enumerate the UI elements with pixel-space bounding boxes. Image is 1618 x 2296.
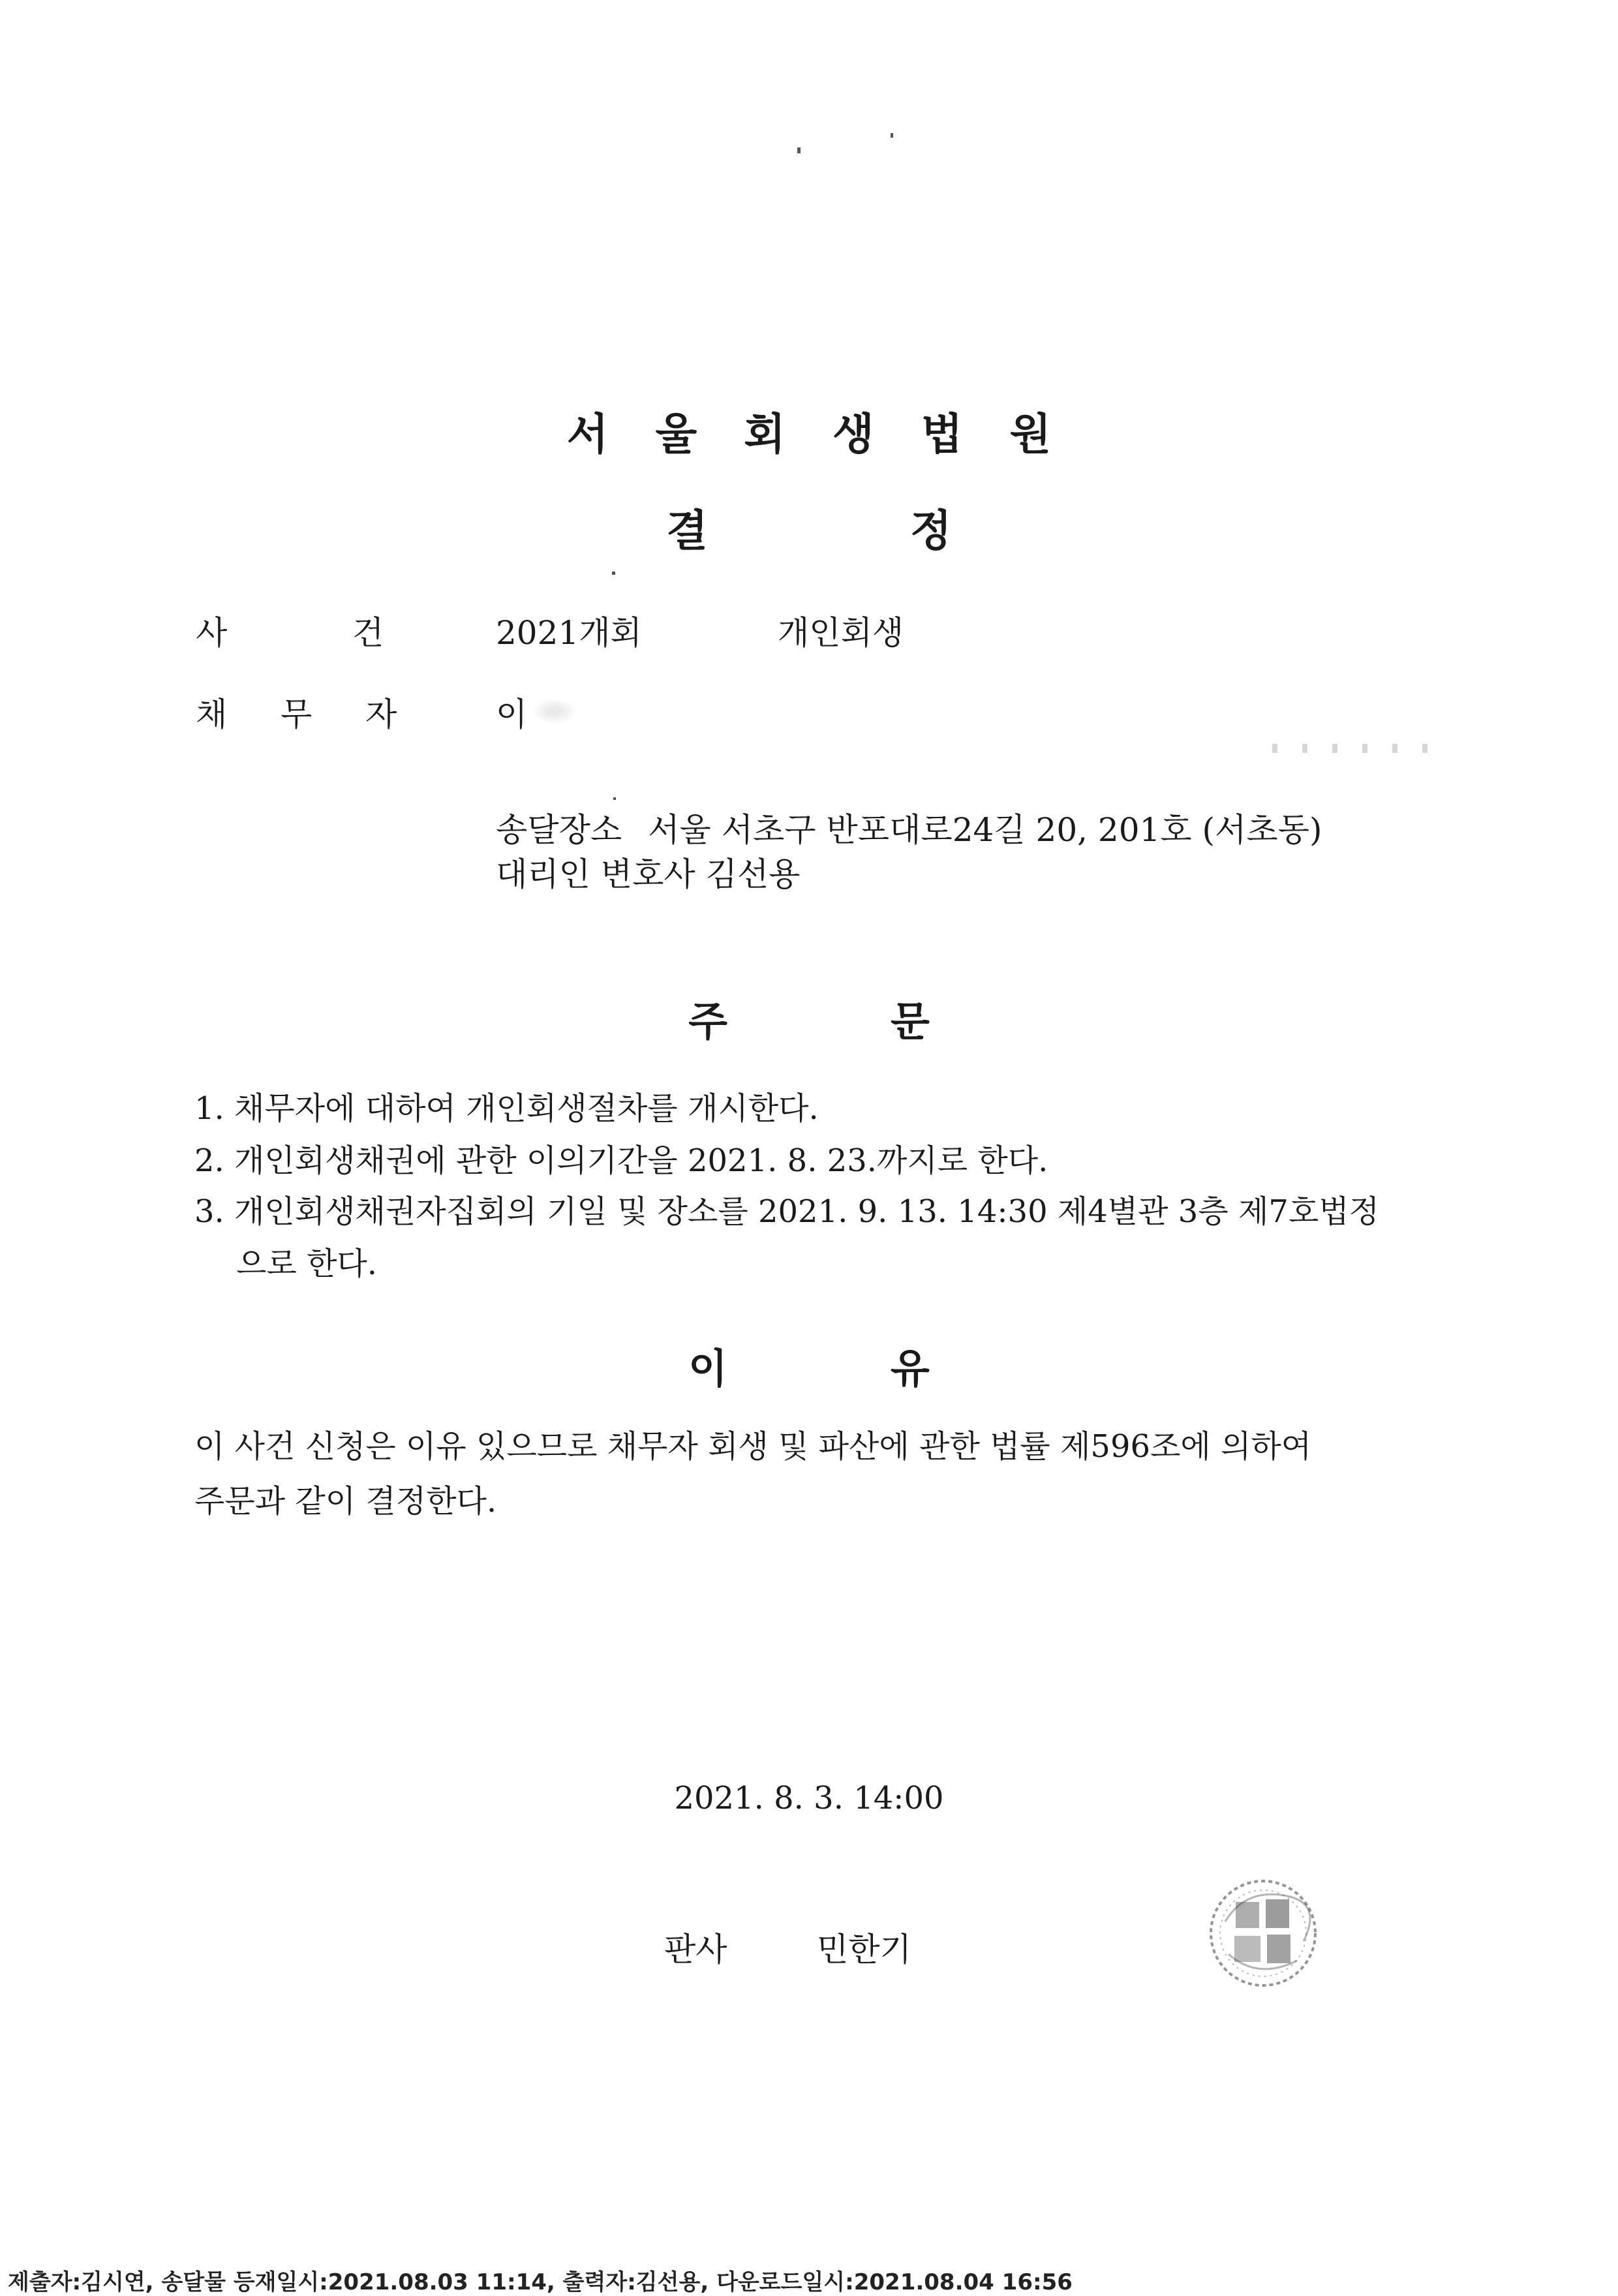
case-label-char: 건 [352, 614, 384, 652]
judge-title: 판사 [664, 1931, 727, 1968]
redaction-residue [1272, 744, 1429, 753]
debtor-label-char: 무 [281, 696, 313, 733]
reason-heading [0, 1336, 1618, 1394]
reason-text-line: 주문과 같이 결정한다. [194, 1483, 497, 1520]
debtor-label-char: 채 [196, 696, 228, 733]
order-heading-right: 문 [891, 998, 930, 1045]
order-heading-left: 주 [688, 998, 727, 1045]
order-item: 1. 채무자에 대하여 개인회생절차를 개시한다. [194, 1090, 819, 1127]
judge-name: 민한기 [817, 1931, 911, 1968]
document-title [0, 496, 1618, 558]
service-place-address: 서울 서초구 반포대로24길 20, 201호 (서초동) [648, 811, 1322, 849]
case-label-char: 사 [196, 614, 228, 652]
debtor-label [196, 688, 450, 735]
order-heading [0, 989, 1618, 1047]
order-item-continuation: 으로 한다. [236, 1246, 377, 1282]
order-item: 2. 개인회생채권에 관한 이의기간을 2021. 8. 23.까지로 한다. [194, 1142, 1048, 1179]
agent-line: 대리인 변호사 김선용 [496, 855, 801, 893]
document-title-left: 결 [666, 506, 708, 556]
scan-speck [612, 572, 615, 575]
redaction-residue [532, 698, 577, 724]
case-type: 개인회생 [778, 614, 904, 652]
case-number: 2021개회 [496, 614, 642, 652]
scan-speck [613, 797, 616, 800]
document-title-right: 정 [910, 506, 952, 556]
decision-date: 2021. 8. 3. 14:00 [674, 1780, 944, 1816]
order-item: 3. 개인회생채권자집회의 기일 및 장소를 2021. 9. 13. 14:30 제4별관 3층 제7호법정 [194, 1193, 1379, 1230]
scan-speck [891, 133, 893, 138]
scan-speck [797, 147, 801, 153]
judge-seal-stamp [1206, 1876, 1320, 1990]
debtor-label-char: 자 [365, 696, 397, 733]
court-name: 서울회생법원 [566, 409, 1099, 459]
reason-heading-left: 이 [688, 1345, 727, 1392]
reason-heading-right: 유 [891, 1345, 930, 1392]
service-place-label: 송달장소 [496, 811, 622, 849]
reason-text-line: 이 사건 신청은 이유 있으므로 채무자 회생 및 파산에 관한 법률 제596조에 의하여 [194, 1428, 1312, 1465]
case-label [196, 607, 437, 654]
debtor-name: 이 [496, 696, 528, 733]
document-footer: 제출자:김시연, 송달물 등재일시:2021.08.03 11:14, 출력자:김선용, 다운로드일시:2021.08.04 16:56 [8, 2269, 1073, 2295]
service-place-line [496, 804, 1322, 851]
